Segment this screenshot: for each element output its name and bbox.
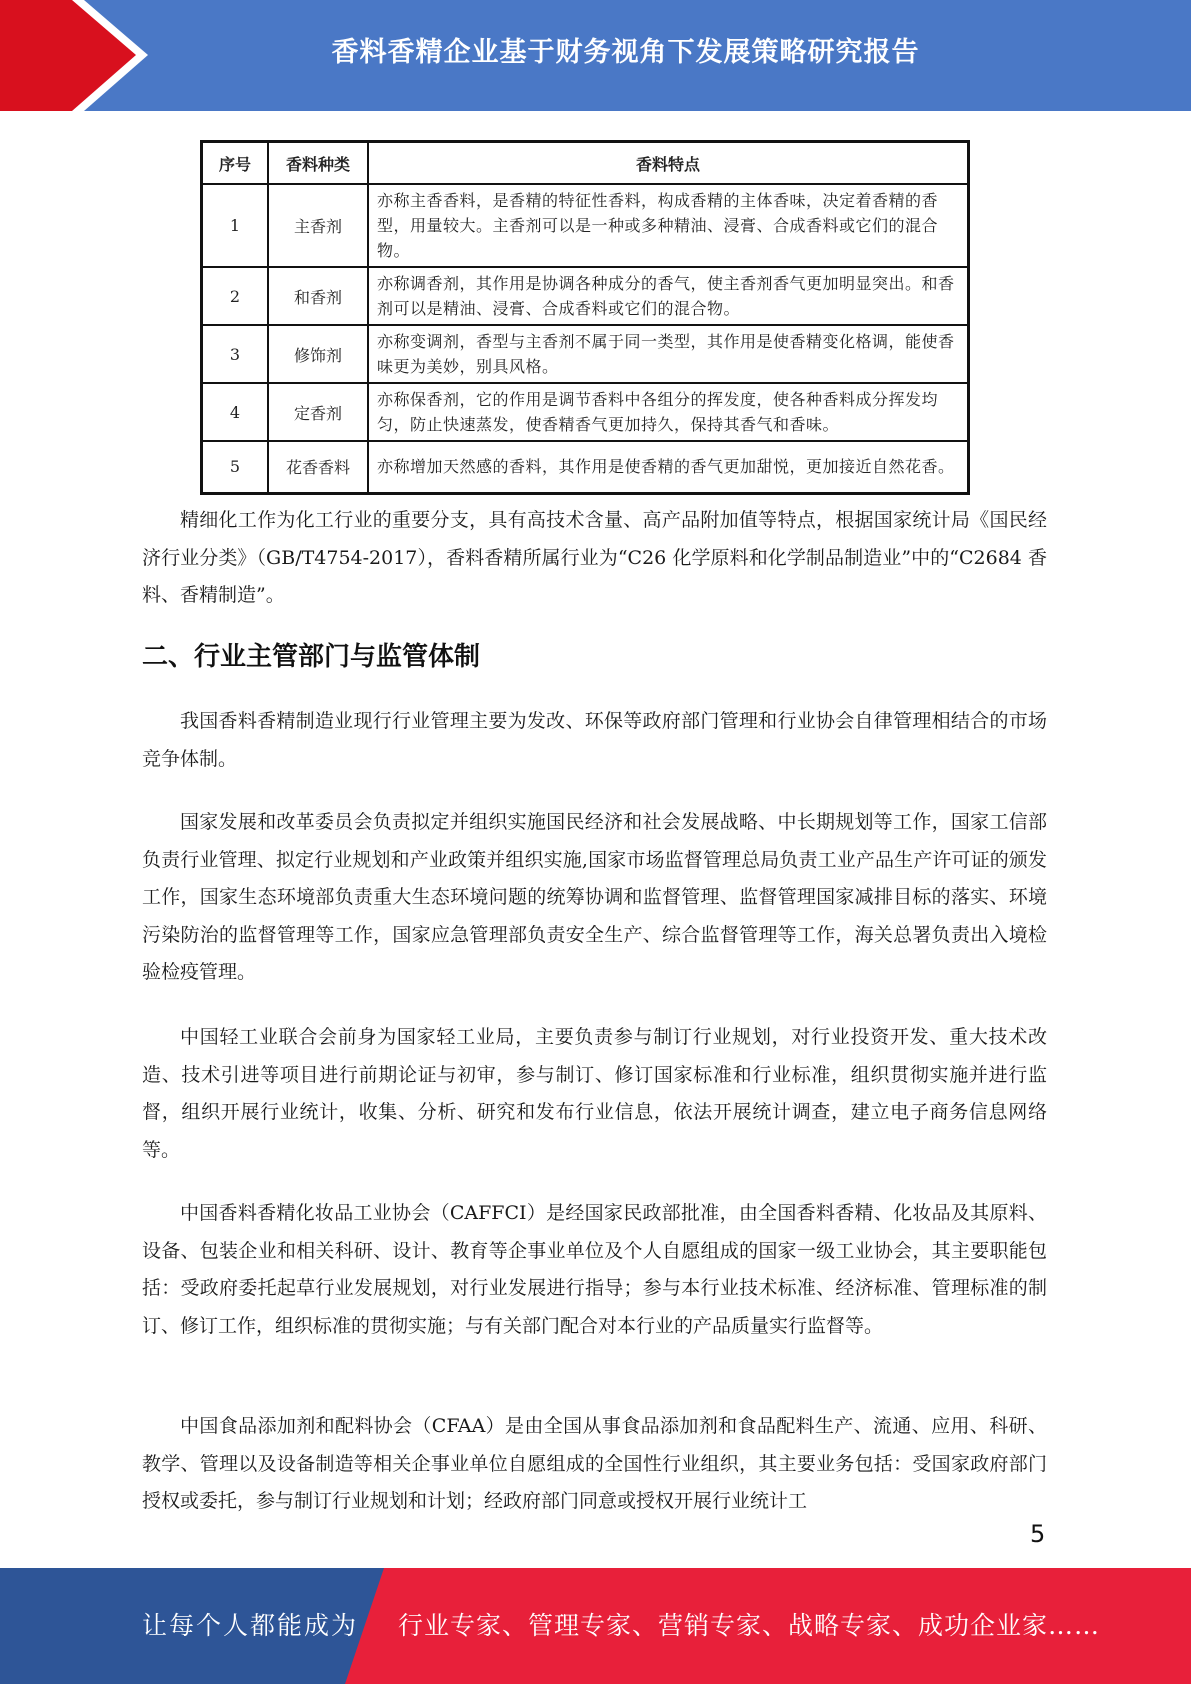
table-cell-no: 4 <box>202 383 269 441</box>
table-cell-feature: 亦称变调剂，香型与主香剂不属于同一类型，其作用是使香精变化格调，能使香味更为美妙，别具风格。 <box>368 325 969 383</box>
paragraph-cfaa: 中国食品添加剂和配料协会（CFAA）是由全国从事食品添加剂和食品配料生产、流通、应用、科研、教学、管理以及设备制造等相关企事业单位自愿组成的全国性行业组织，其主要业务包括：受国家政府部门授权或委托，参与制订行业规划和计划；经政府部门同意或授权开展行业统计工 <box>142 1415 1047 1512</box>
table-cell-feature: 亦称增加天然感的香料，其作用是使香精的香气更加甜悦，更加接近自然花香。 <box>368 441 969 493</box>
table-cell-kind: 和香剂 <box>268 267 368 325</box>
table-cell-no: 1 <box>202 184 269 267</box>
table-row <box>202 325 969 383</box>
column-header-kind: 香料种类 <box>268 142 368 185</box>
paragraph-light-industry-federation: 中国轻工业联合会前身为国家轻工业局，主要负责参与制订行业规划，对行业投资开发、重大技术改造、技术引进等项目进行前期论证与初审，参与制订、修订国家标准和行业标准，组织贯彻实施并进行监督，组织开展行业统计，收集、分析、研究和发布行业信息，依法开展统计调查，建立电子商务信息网络等。 <box>142 1026 1047 1161</box>
column-header-no: 序号 <box>202 142 269 185</box>
page-number: 5 <box>1030 1520 1046 1548</box>
table-cell-no: 3 <box>202 325 269 383</box>
footer-slogan-right: 行业专家、管理专家、营销专家、战略专家、成功企业家…… <box>398 1611 1101 1640</box>
table-cell-kind: 定香剂 <box>268 383 368 441</box>
table-cell-kind: 主香剂 <box>268 184 368 267</box>
page-footer-band <box>0 1568 1191 1684</box>
report-title: 香料香精企业基于财务视角下发展策略研究报告 <box>331 37 920 68</box>
spice-types-table <box>200 140 970 495</box>
section-heading: 二、行业主管部门与监管体制 <box>142 642 481 672</box>
page-header-band <box>0 0 1191 111</box>
table-cell-feature: 亦称保香剂，它的作用是调节香料中各组分的挥发度，使各种香料成分挥发均匀，防止快速蒸发，使香精香气更加持久，保持其香气和香味。 <box>368 383 969 441</box>
table-cell-no: 2 <box>202 267 269 325</box>
table-header-row <box>202 142 969 185</box>
table-row <box>202 441 969 493</box>
table-cell-feature: 亦称主香香料，是香精的特征性香料，构成香精的主体香味，决定着香精的香型，用量较大。主香剂可以是一种或多种精油、浸膏、合成香料或它们的混合物。 <box>368 184 969 267</box>
table-row <box>202 267 969 325</box>
paragraph-regulatory-system: 我国香料香精制造业现行行业管理主要为发改、环保等政府部门管理和行业协会自律管理相结合的市场竞争体制。 <box>142 710 1047 770</box>
spice-types-table-figure <box>200 140 970 478</box>
table-cell-kind: 花香香料 <box>268 441 368 493</box>
table-row <box>202 383 969 441</box>
table-cell-kind: 修饰剂 <box>268 325 368 383</box>
column-header-feature: 香料特点 <box>368 142 969 185</box>
table-cell-feature: 亦称调香剂，其作用是协调各种成分的香气，使主香剂香气更加明显突出。和香剂可以是精油、浸膏、合成香料或它们的混合物。 <box>368 267 969 325</box>
footer-slogan-left: 让每个人都能成为 <box>142 1611 359 1640</box>
paragraph-government-agencies: 国家发展和改革委员会负责拟定并组织实施国民经济和社会发展战略、中长期规划等工作，国家工信部负责行业管理、拟定行业规划和产业政策并组织实施,国家市场监督管理总局负责工业产品生产许可证的颁发工作，国家生态环境部负责重大生态环境问题的统筹协调和监督管理、监督管理国家减排目标的落实、环境污染防治的监督管理等工作，国家应急管理部负责安全生产、综合监督管理等工作，海关总署负责出入境检验检疫管理。 <box>142 811 1047 983</box>
table-row <box>202 184 969 267</box>
paragraph-industry-classification: 精细化工作为化工行业的重要分支，具有高技术含量、高产品附加值等特点，根据国家统计局《国民经济行业分类》（GB/T4754-2017），香料香精所属行业为“C26 化学原料和化学制品制造业”中的“C2684 香料、香精制造”。 <box>142 509 1047 606</box>
paragraph-caffci: 中国香料香精化妆品工业协会（CAFFCI）是经国家民政部批准，由全国香料香精、化妆品及其原料、设备、包装企业和相关科研、设计、教育等企事业单位及个人自愿组成的国家一级工业协会，其主要职能包括：受政府委托起草行业发展规划，对行业发展进行指导；参与本行业技术标准、经济标准、管理标准的制订、修订工作，组织标准的贯彻实施；与有关部门配合对本行业的产品质量实行监督等。 <box>142 1202 1047 1337</box>
table-cell-no: 5 <box>202 441 269 493</box>
